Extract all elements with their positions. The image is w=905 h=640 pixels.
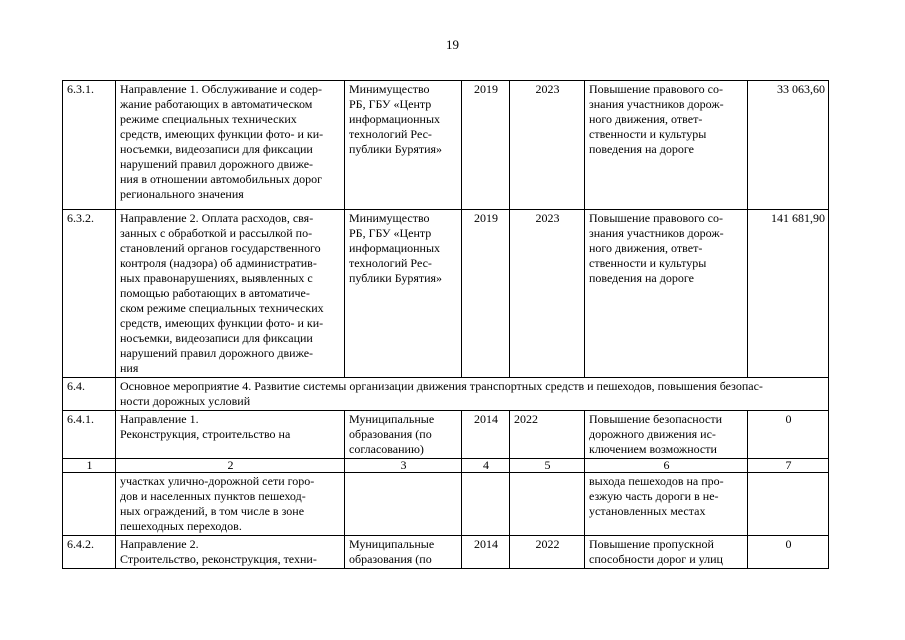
main-event-row [63, 378, 829, 411]
row-result: Повышение пропускной способности дорог и улиц [589, 537, 723, 566]
row-executor: Муниципальные образования (по [349, 537, 435, 566]
row-result: Повышение безопасности дорожного движения ис- ключением возможности [589, 412, 723, 456]
column-number: 3 [345, 459, 462, 473]
row-end-year: 2022 [510, 536, 585, 569]
row-result: Повышение правового со- знания участников дорож- ного движения, ответ- ственности и культуры поведения на дороге [589, 82, 724, 156]
row-amount: 0 [748, 536, 829, 569]
row-result: выхода пешеходов на про- езжую часть дороги в не- установленных местах [589, 474, 724, 518]
column-number: 6 [585, 459, 748, 473]
row-result: Повышение правового со- знания участников дорож- ного движения, ответ- ственности и культуры поведения на дороге [589, 211, 724, 285]
column-numbers-row [63, 459, 829, 473]
main-event-code: 6.4. [63, 378, 116, 411]
column-number: 5 [510, 459, 585, 473]
row-end-year: 2023 [510, 81, 585, 210]
row-code: 6.3.2. [63, 210, 116, 378]
page-number: 19 [446, 37, 459, 52]
column-number: 1 [63, 459, 116, 473]
row-code: 6.4.1. [63, 411, 116, 459]
table-row [63, 81, 829, 210]
row-start-year: 2014 [462, 411, 510, 459]
row-description: Направление 1. Обслуживание и содер- жание работающих в автоматическом режиме специальных технических средств, имеющих функции фото- и ки- носъемки, видеозаписи для фиксации нарушений правил дорожного движе- ния в отношении автомобильных дорог регионального значения [120, 82, 324, 201]
table-row [63, 536, 829, 569]
row-start-year: 2019 [462, 81, 510, 210]
table-row [63, 210, 829, 378]
row-description: Направление 2. Строительство, реконструкция, техни- [120, 537, 317, 566]
row-description: Направление 2. Оплата расходов, свя- занных с обработкой и рассылкой по- становлений органов государственного контроля (надзора) об административ- ных правонарушениях, выявленных с помощью работающих в автоматиче- ском режиме специальных технических средств, имеющих функции фото- и ки- носъемки, видеозаписи для фиксации нарушений правил дорожного движе- ния [120, 211, 324, 375]
row-amount: 33 063,60 [748, 81, 829, 210]
table-row [63, 473, 829, 536]
row-code: 6.3.1. [63, 81, 116, 210]
row-end-year: 2023 [510, 210, 585, 378]
row-executor: Минимущество РБ, ГБУ «Центр информационных технологий Рес- публики Бурятия» [349, 82, 443, 156]
row-start-year: 2019 [462, 210, 510, 378]
column-number: 4 [462, 459, 510, 473]
column-number: 7 [748, 459, 829, 473]
row-end-year: 2022 [510, 411, 585, 459]
main-event-text: Основное мероприятие 4. Развитие системы организации движения транспортных средств и пешеходов, повышения безопас- ности дорожных условий [120, 379, 763, 408]
row-description: участках улично-дорожной сети горо- дов и населенных пунктов пешеход- ных ограждений, в том числе в зоне пешеходных переходов. [120, 474, 315, 533]
table-row [63, 411, 829, 459]
row-start-year: 2014 [462, 536, 510, 569]
program-table [62, 80, 829, 569]
row-executor: Муниципальные образования (по согласованию) [349, 412, 435, 456]
row-amount: 141 681,90 [748, 210, 829, 378]
row-code: 6.4.2. [63, 536, 116, 569]
row-description: Направление 1. Реконструкция, строительство на [120, 412, 291, 441]
column-number: 2 [116, 459, 345, 473]
row-amount: 0 [748, 411, 829, 459]
row-executor: Минимущество РБ, ГБУ «Центр информационных технологий Рес- публики Бурятия» [349, 211, 443, 285]
